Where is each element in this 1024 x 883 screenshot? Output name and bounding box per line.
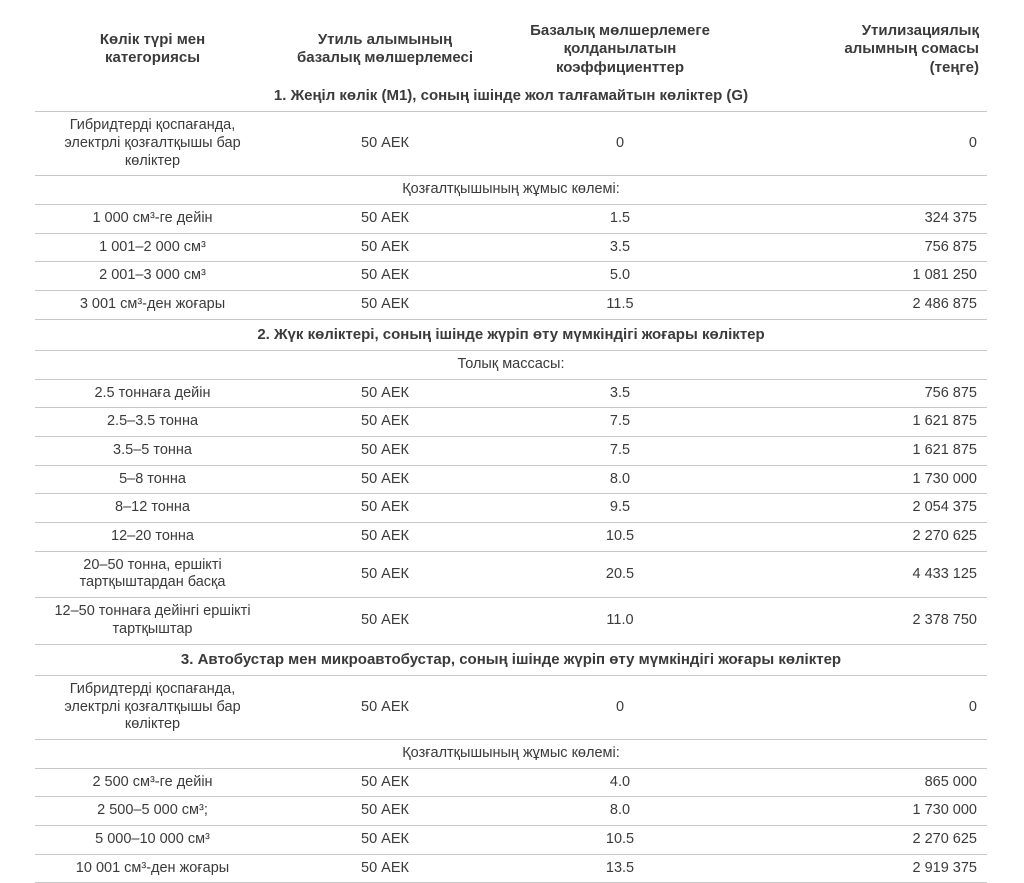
table-row: [35, 407, 987, 436]
coefficient-cell: 0: [615, 134, 625, 151]
col-header-coefficients-label: Базалық мөлшерлемеге қолданылатын коэффициенттер: [530, 22, 710, 76]
vehicle-category-cell: 5–8 тонна: [119, 470, 186, 487]
base-rate-cell: 50 АЕК: [361, 773, 409, 790]
vehicle-category-cell: 3 001 см³-ден жоғары: [79, 296, 226, 312]
coefficient-cell: 7.5: [609, 442, 631, 459]
table-row: [35, 379, 987, 408]
coefficient-cell: 3.5: [609, 384, 631, 401]
subsection-label: Толық массасы:: [457, 355, 565, 372]
col-header-base-rate: [270, 31, 500, 68]
base-rate-cell: 50 АЕК: [361, 267, 409, 284]
table-row: [35, 436, 987, 465]
coefficient-cell: 3.5: [609, 238, 631, 255]
vehicle-category-cell: 12–50 тоннаға дейінгі ершікті тартқыштар: [54, 603, 251, 637]
vehicle-category-cell: 1 001–2 000 см³: [99, 238, 206, 255]
table-row: [35, 204, 987, 233]
subsection-row: [35, 175, 987, 204]
table-row: [35, 493, 987, 522]
base-rate-cell: 50 АЕК: [361, 296, 409, 312]
coefficient-cell: 11.0: [606, 612, 634, 629]
vehicle-category-cell: 2.5–3.5 тонна: [106, 413, 199, 430]
table-row: [35, 233, 987, 262]
col-header-vehicle-type-label: Көлік түрі мен категориясы: [99, 31, 206, 67]
fee-table-body: [35, 81, 987, 883]
vehicle-category-cell: 2 500–5 000 см³;: [97, 802, 208, 819]
vehicle-category-cell: 1 000 см³-ге дейін: [92, 209, 213, 226]
base-rate-cell: 50 АЕК: [361, 698, 409, 715]
base-rate-cell: 50 АЕК: [361, 859, 409, 876]
fee-amount-cell: 2 486 875: [912, 296, 977, 312]
section-title: 1. Жеңіл көлік (M1), соның ішінде жол талғамайтын көліктер (G): [273, 86, 749, 104]
coefficient-cell: 8.0: [609, 470, 631, 487]
fee-amount-cell: 4 433 125: [912, 565, 977, 582]
section-title: 2. Жүк көліктері, соның ішінде жүріп өту мүмкіндігі жоғары көліктер: [257, 325, 765, 343]
table-row: [35, 854, 987, 883]
fee-amount-cell: 2 270 625: [912, 830, 977, 847]
subsection-label: Қозғалтқышының жұмыс көлемі:: [402, 744, 620, 761]
base-rate-cell: 50 АЕК: [361, 134, 409, 151]
fee-amount-cell: 756 875: [924, 238, 977, 255]
fee-amount-cell: 1 621 875: [912, 413, 977, 430]
coefficient-cell: 7.5: [609, 413, 631, 430]
section-title-row: [35, 644, 987, 675]
fee-amount-cell: 865 000: [924, 773, 977, 790]
table-row: [35, 261, 987, 290]
table-row: [35, 111, 987, 175]
vehicle-category-cell: 2 001–3 000 см³: [99, 267, 206, 284]
base-rate-cell: 50 АЕК: [361, 528, 409, 545]
fee-amount-cell: 1 730 000: [912, 802, 977, 819]
coefficient-cell: 0: [615, 698, 625, 715]
col-header-base-rate-label: Утиль алымының базалық мөлшерлемесі: [296, 31, 474, 67]
base-rate-cell: 50 АЕК: [361, 238, 409, 255]
base-rate-cell: 50 АЕК: [361, 499, 409, 516]
table-row: [35, 825, 987, 854]
vehicle-category-cell: Гибридтерді қоспағанда, электрлі қозғалтқышы бар көліктер: [64, 680, 241, 733]
vehicle-category-cell: 2 500 см³-ге дейін: [92, 773, 213, 790]
vehicle-category-cell: 2.5 тоннаға дейін: [94, 384, 211, 401]
base-rate-cell: 50 АЕК: [361, 612, 409, 629]
table-row: [35, 522, 987, 551]
col-header-fee-amount: [740, 22, 987, 77]
section-title: 3. Автобустар мен микроавтобустар, соның ішінде жүріп өту мүмкіндігі жоғары көліктер: [180, 650, 842, 668]
section-title-row: [35, 319, 987, 350]
table-row: [35, 551, 987, 597]
coefficient-cell: 20.5: [605, 565, 635, 582]
fee-amount-cell: 1 621 875: [912, 442, 977, 459]
vehicle-category-cell: 8–12 тонна: [115, 499, 190, 516]
col-header-fee-amount-label: Утилизациялық алымның сомасы (теңге): [844, 22, 979, 76]
fee-amount-cell: 324 375: [924, 209, 977, 226]
section-title-row: [35, 81, 987, 111]
table-row: [35, 796, 987, 825]
fee-amount-cell: 2 054 375: [912, 499, 977, 516]
base-rate-cell: 50 АЕК: [361, 413, 409, 430]
fee-amount-cell: 2 919 375: [912, 859, 977, 876]
base-rate-cell: 50 АЕК: [361, 442, 409, 459]
table-row: [35, 768, 987, 797]
base-rate-cell: 50 АЕК: [361, 209, 409, 226]
table-row: [35, 465, 987, 494]
subsection-row: [35, 739, 987, 768]
vehicle-category-cell: Гибридтерді қоспағанда, электрлі қозғалтқышы бар көліктер: [64, 117, 241, 169]
base-rate-cell: 50 АЕК: [361, 565, 409, 582]
coefficient-cell: 10.5: [605, 830, 635, 847]
coefficient-cell: 8.0: [609, 802, 631, 819]
fee-amount-cell: 0: [968, 134, 977, 151]
base-rate-cell: 50 АЕК: [361, 470, 409, 487]
vehicle-category-cell: 3.5–5 тонна: [113, 442, 192, 459]
vehicle-category-cell: 10 001 см³-ден жоғары: [75, 859, 230, 876]
fee-amount-cell: 1 081 250: [912, 267, 977, 284]
coefficient-cell: 10.5: [605, 528, 635, 545]
vehicle-category-cell: 12–20 тонна: [111, 528, 194, 545]
fee-amount-cell: 0: [968, 698, 977, 715]
coefficient-cell: 1.5: [609, 209, 631, 226]
table-row: [35, 597, 987, 643]
fee-amount-cell: 756 875: [924, 384, 977, 401]
table-row: [35, 675, 987, 739]
subsection-label: Қозғалтқышының жұмыс көлемі:: [402, 181, 620, 198]
vehicle-category-cell: 20–50 тонна, ершікті тартқыштардан басқа: [79, 556, 226, 591]
col-header-coefficients: [500, 22, 740, 77]
fee-amount-cell: 1 730 000: [912, 470, 977, 487]
fee-amount-cell: 2 378 750: [912, 612, 977, 629]
fee-table: [35, 22, 987, 883]
coefficient-cell: 9.5: [609, 499, 631, 516]
base-rate-cell: 50 АЕК: [361, 802, 409, 819]
fee-table-header: [35, 22, 987, 77]
coefficient-cell: 13.5: [605, 859, 635, 876]
col-header-vehicle-type: [35, 31, 270, 68]
table-row: [35, 290, 987, 319]
base-rate-cell: 50 АЕК: [361, 384, 409, 401]
coefficient-cell: 5.0: [609, 267, 631, 284]
coefficient-cell: 4.0: [609, 773, 631, 790]
vehicle-category-cell: 5 000–10 000 см³: [95, 830, 210, 847]
subsection-row: [35, 350, 987, 379]
fee-amount-cell: 2 270 625: [912, 528, 977, 545]
base-rate-cell: 50 АЕК: [361, 830, 409, 847]
coefficient-cell: 11.5: [606, 296, 634, 312]
